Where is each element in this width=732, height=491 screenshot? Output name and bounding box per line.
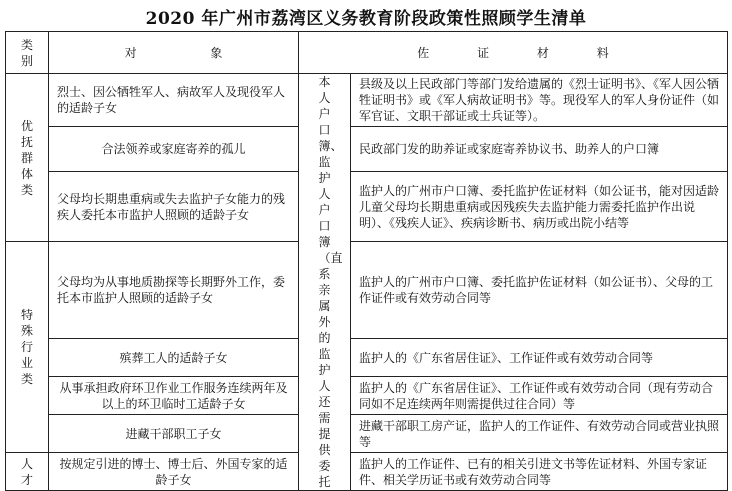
object-cell: 父母均长期患重病或失去监护子女能力的残疾人委托本市监护人照顾的适龄子女 bbox=[49, 172, 299, 242]
category-cell: 人才 bbox=[6, 453, 49, 491]
table-row bbox=[6, 127, 728, 172]
policy-table bbox=[5, 31, 728, 491]
material-cell: 监护人的工作证件、已有的相关引进文书等佐证材料、外国专家证件、相关学历证书或有效劳动合同等 bbox=[351, 453, 728, 491]
material-cell: 监护人的广州市户口簿、委托监护佐证材料（如公证书，能对因适龄儿童父母均长期患重病或因残疾失去监护能力需委托监护作出说明）、《残疾人证》、疾病诊断书、病历或出院小结等 bbox=[351, 172, 728, 242]
object-cell: 烈士、因公牺牲军人、病故军人及现役军人的适龄子女 bbox=[49, 74, 299, 127]
page-title: 2020 年广州市荔湾区义务教育阶段政策性照顾学生清单 bbox=[145, 9, 587, 29]
category-cell: 优抚群体类 bbox=[6, 74, 49, 242]
table-row bbox=[6, 74, 728, 127]
object-cell: 从事承担政府环卫作业工作服务连续两年及以上的环卫临时工适龄子女 bbox=[49, 377, 299, 415]
object-cell: 进藏干部职工子女 bbox=[49, 415, 299, 453]
object-cell: 殡葬工人的适龄子女 bbox=[49, 339, 299, 377]
table-row bbox=[6, 242, 728, 339]
material-cell: 监护人的《广东省居住证》、工作证件或有效劳动合同（现有劳动合同如不足连续两年则需提供过往合同）等 bbox=[351, 377, 728, 415]
material-cell: 监护人的广州市户口簿、委托监护佐证材料（如公证书）、父母的工作证件或有效劳动合同等 bbox=[351, 242, 728, 339]
table-row bbox=[6, 339, 728, 377]
object-cell: 合法领养或家庭寄养的孤儿 bbox=[49, 127, 299, 172]
category-cell: 特殊行业类 bbox=[6, 242, 49, 453]
middle-note: 本人户口簿、监护人户口簿（直系亲属外的监护人还需提供委托 bbox=[299, 74, 351, 491]
object-cell: 父母均为从事地质勘探等长期野外工作，委托本市监护人照顾的适龄子女 bbox=[49, 242, 299, 339]
material-cell: 进藏干部职工房产证，监护人的工作证件、有效劳动合同或营业执照等 bbox=[351, 415, 728, 453]
table-row bbox=[6, 172, 728, 242]
material-cell: 县级及以上民政部门等部门发给遗属的《烈士证明书》、《军人因公牺牲证明书》或《军人病故证明书》等。现役军人的军人身份证件（如军官证、文职干部证或士兵证等）。 bbox=[351, 74, 728, 127]
header-category: 类别 bbox=[6, 32, 49, 74]
header-row bbox=[6, 32, 728, 74]
material-cell: 监护人的《广东省居住证》、工作证件或有效劳动合同等 bbox=[351, 339, 728, 377]
header-material: 佐 证 材 料 bbox=[299, 32, 728, 74]
object-cell: 按规定引进的博士、博士后、外国专家的适龄子女 bbox=[49, 453, 299, 491]
header-object: 对 象 bbox=[49, 32, 299, 74]
material-cell: 民政部门发的助养证或家庭寄养协议书、助养人的户口簿 bbox=[351, 127, 728, 172]
table-row bbox=[6, 415, 728, 453]
table-row bbox=[6, 377, 728, 415]
table-row bbox=[6, 453, 728, 491]
